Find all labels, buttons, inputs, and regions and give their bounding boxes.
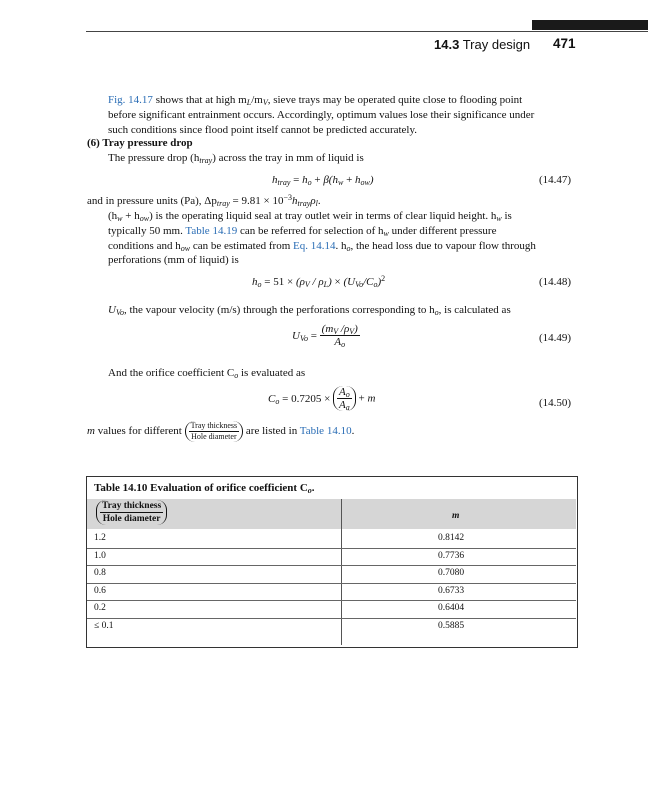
table-cell-ratio: 0.8 <box>94 568 106 579</box>
equation-number: (14.49) <box>539 332 572 344</box>
table-cell-m: 0.6733 <box>438 585 465 596</box>
table-row-divider <box>87 548 576 549</box>
table-cell-ratio: 0.6 <box>94 585 106 596</box>
running-header <box>434 37 530 52</box>
table-row-divider <box>87 618 576 619</box>
eq-14-14-link[interactable]: Eq. 14.14 <box>293 239 336 252</box>
table-title: Table 14.10 Evaluation of orifice coefficient $C_o$. <box>94 482 315 495</box>
column-divider <box>341 499 342 645</box>
section-number: 14.3 <box>434 37 460 52</box>
table-14-19-link[interactable]: Table 14.19 <box>185 224 238 237</box>
section-intro: The pressure drop $(h_{tray})$ across the tray in mm of liquid is <box>108 152 364 165</box>
figure-link[interactable]: Fig. 14.17 <box>108 94 153 106</box>
table-cell-m: 0.6404 <box>438 603 465 614</box>
table-cell-ratio: 1.0 <box>94 550 106 561</box>
table-row-divider <box>87 565 576 566</box>
table-cell-m: 0.8142 <box>438 533 465 543</box>
equation-14-49: $U_{Vo}$ = $\frac{(m_V /\rho_V)}{A_o}$ <box>292 323 358 349</box>
m-values-paragraph: m values for different $\frac{\text{Tray thickness}}{\text{Hole diameter}}$ are listed in Table 14.10. <box>87 421 355 441</box>
header-bar <box>532 20 648 30</box>
table-cell-ratio: ≤ 0.1 <box>94 621 114 631</box>
table-cell-m: 0.7080 <box>438 568 465 579</box>
pressure-units-line: and in pressure units (Pa), $\Delta p_{tray} = 9.81 \times 10^{-3}h_{tray}\rho_l$. <box>87 193 321 208</box>
equation-number: (14.50) <box>539 397 572 409</box>
column-header-ratio: $\frac{\text{Tray thickness}}{\text{Hole diameter}}$ <box>96 500 167 525</box>
intro-paragraph: Fig. 14.17 shows that at high $m_L/m_V$, sieve trays may be operated quite close to flooding point before significant entrainment occurs. Accordingly, optimum values lose their significance under such conditions since flood point itself cannot be predicted accurately. <box>108 94 535 136</box>
section-title: Tray design <box>462 37 531 52</box>
table-cell-m: 0.5885 <box>438 621 465 631</box>
section-heading: (6) Tray pressure drop <box>87 137 193 149</box>
table-cell-ratio: 0.2 <box>94 603 106 614</box>
page-number: 471 <box>553 36 576 51</box>
table-row-divider <box>87 600 576 601</box>
table-cell-m: 0.7736 <box>438 550 465 561</box>
equation-number: (14.48) <box>539 276 572 288</box>
table-row-divider <box>87 583 576 584</box>
header-rule <box>86 31 648 32</box>
velocity-paragraph: $U_{Vo}$, the vapour velocity (m/s) through the perforations corresponding to $h_o$, is calculated as <box>108 304 511 317</box>
table-cell-ratio: 1.2 <box>94 533 106 543</box>
table-14-10-link[interactable]: Table 14.10 <box>299 425 352 438</box>
weir-paragraph: $(h_w + h_{ow})$ is the operating liquid seal at tray outlet weir in terms of clear liquid height. $h_w$ is typically 50 mm. Table 14.19 can be referred for selection of $h_w$ under different pressure conditions and $h_{ow}$ can be estimated from Eq. 14.14. $h_o$, the head loss due to vapour flow through perforations (mm of liquid) is <box>108 210 536 267</box>
equation-number: (14.47) <box>539 174 572 186</box>
orifice-paragraph: And the orifice coefficient $C_o$ is evaluated as <box>108 367 306 380</box>
equation-14-47: $h_{tray} = h_o + \beta(h_w + h_{ow})$ <box>272 174 374 187</box>
column-header-m: m <box>452 511 460 521</box>
equation-14-48: $h_o = 51 \times (\rho_V / \rho_L) \times (U_{Vo}/C_o)^2$ <box>252 274 386 289</box>
equation-14-50: $C_o = 0.7205$ × $\frac{A_o}{A_a}$ + m <box>268 386 376 412</box>
